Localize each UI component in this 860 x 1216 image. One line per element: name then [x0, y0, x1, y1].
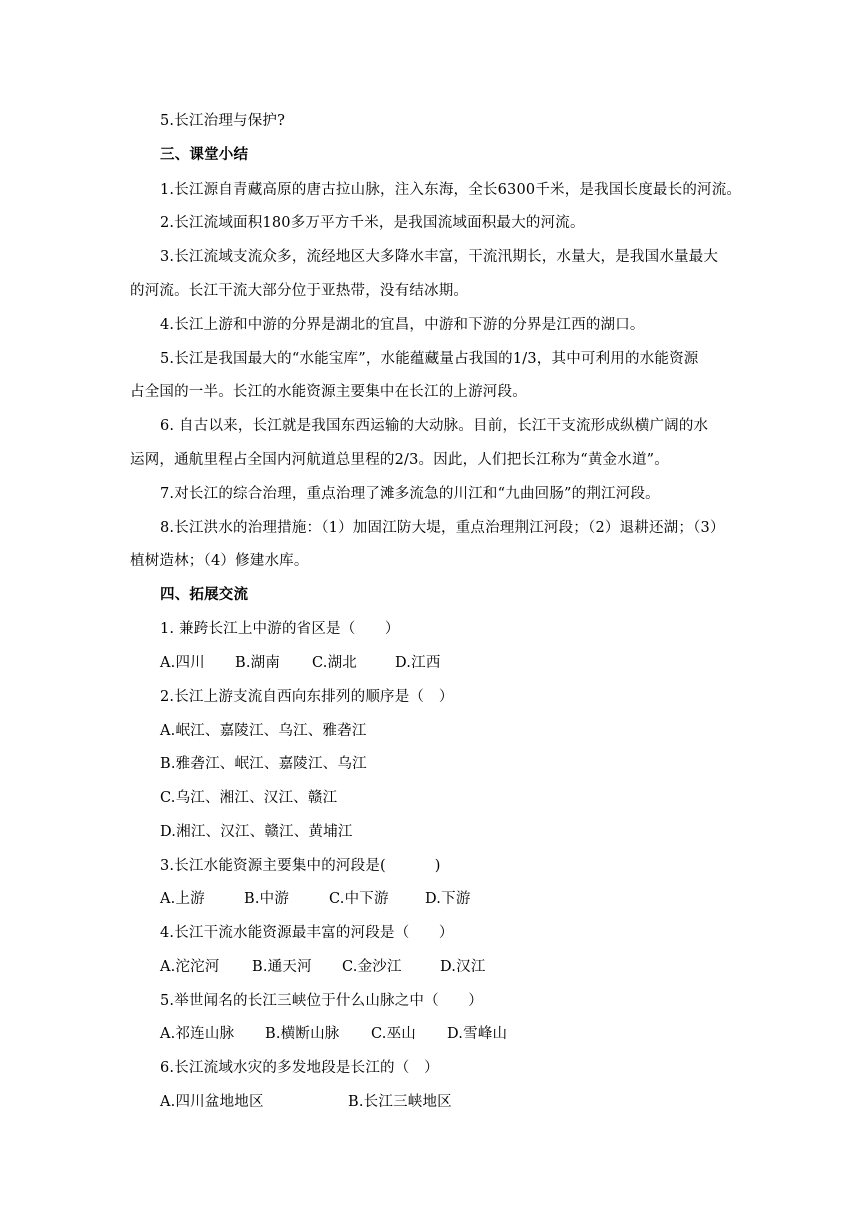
exercise-3: 3.长江水能资源主要集中的河段是( ) [160, 858, 441, 874]
exercise-2-option-b: B.雅砻江、岷江、嘉陵江、乌江 [160, 756, 367, 772]
exercise-6-options [160, 1092, 452, 1112]
summary-8-line-1: 8.长江洪水的治理措施：（1）加固江防大堤，重点治理荆江河段；（2）退耕还湖；（3） [160, 520, 725, 536]
summary-5-line-1: 5.长江是我国最大的“水能宝库”，水能蕴藏量占我国的1/3，其中可利用的水能资源 [160, 351, 699, 367]
option: D.雪峰山 [447, 1026, 508, 1042]
exercise-5-options [160, 1024, 507, 1044]
option: D.江西 [395, 655, 441, 671]
option: B.横断山脉 [265, 1026, 340, 1042]
exercise-2-option-d: D.湘江、汉江、赣江、黄埔江 [160, 824, 353, 840]
exercise-2: 2.长江上游支流自西向东排列的顺序是（ ） [160, 689, 454, 705]
exercise-3-options [160, 889, 471, 909]
exercise-1-options [160, 653, 441, 673]
option: A.祁连山脉 [160, 1026, 235, 1042]
exercise-2-option-a: A.岷江、嘉陵江、乌江、雅砻江 [160, 723, 367, 739]
summary-3-line-2: 的河流。长江干流大部分位于亚热带，没有结冰期。 [130, 283, 469, 299]
summary-3-line-1: 3.长江流域支流众多，流经地区大多降水丰富，干流汛期长，水量大，是我国水量最大 [160, 249, 719, 265]
option: A.四川 [160, 655, 205, 671]
summary-8-line-2: 植树造林；（4）修建水库。 [130, 553, 309, 569]
summary-5-line-2: 占全国的一半。长江的水能资源主要集中在长江的上游河段。 [130, 384, 527, 400]
exercise-5: 5.举世闻名的长江三峡位于什么山脉之中（ ） [160, 993, 483, 1009]
option: C.湖北 [312, 655, 357, 671]
summary-6-line-1: 6. 自古以来，长江就是我国东西运输的大动脉。目前，长江干支流形成纵横广阔的水 [160, 418, 709, 434]
option: B.中游 [244, 891, 290, 907]
option: C.金沙江 [342, 959, 402, 975]
option: B.湖南 [235, 655, 281, 671]
option: C.中下游 [329, 891, 389, 907]
exercise-4: 4.长江干流水能资源最丰富的河段是（ ） [160, 925, 454, 941]
option: A.四川盆地地区 [160, 1094, 264, 1110]
option: B.长江三峡地区 [348, 1094, 452, 1110]
summary-4: 4.长江上游和中游的分界是湖北的宜昌，中游和下游的分界是江西的湖口。 [160, 317, 645, 333]
option: A.沱沱河 [160, 959, 220, 975]
option: B.通天河 [252, 959, 312, 975]
exercise-2-option-c: C.乌江、湘江、汉江、赣江 [160, 790, 338, 806]
exercise-4-options [160, 957, 486, 977]
exercise-1: 1. 兼跨长江上中游的省区是（ ） [160, 621, 400, 637]
option: D.汉江 [440, 959, 486, 975]
option: A.上游 [160, 891, 205, 907]
summary-1: 1.长江源自青藏高原的唐古拉山脉，注入东海，全长6300千米，是我国长度最长的河流。 [160, 182, 742, 198]
exercise-6: 6.长江流域水灾的多发地段是长江的（ ） [160, 1060, 439, 1076]
summary-7: 7.对长江的综合治理，重点治理了滩多流急的川江和“九曲回肠”的荆江河段。 [160, 486, 660, 502]
section-heading-extension: 四、拓展交流 [160, 586, 249, 603]
summary-2: 2.长江流域面积180多万平方千米，是我国流域面积最大的河流。 [160, 215, 585, 231]
option: C.巫山 [371, 1026, 416, 1042]
question-5-top: 5.长江治理与保护? [160, 113, 286, 129]
summary-6-line-2: 运网，通航里程占全国内河航道总里程的2/3。因此，人们把长江称为“黄金水道”。 [130, 452, 669, 468]
section-heading-summary: 三、课堂小结 [160, 146, 249, 163]
option: D.下游 [425, 891, 471, 907]
